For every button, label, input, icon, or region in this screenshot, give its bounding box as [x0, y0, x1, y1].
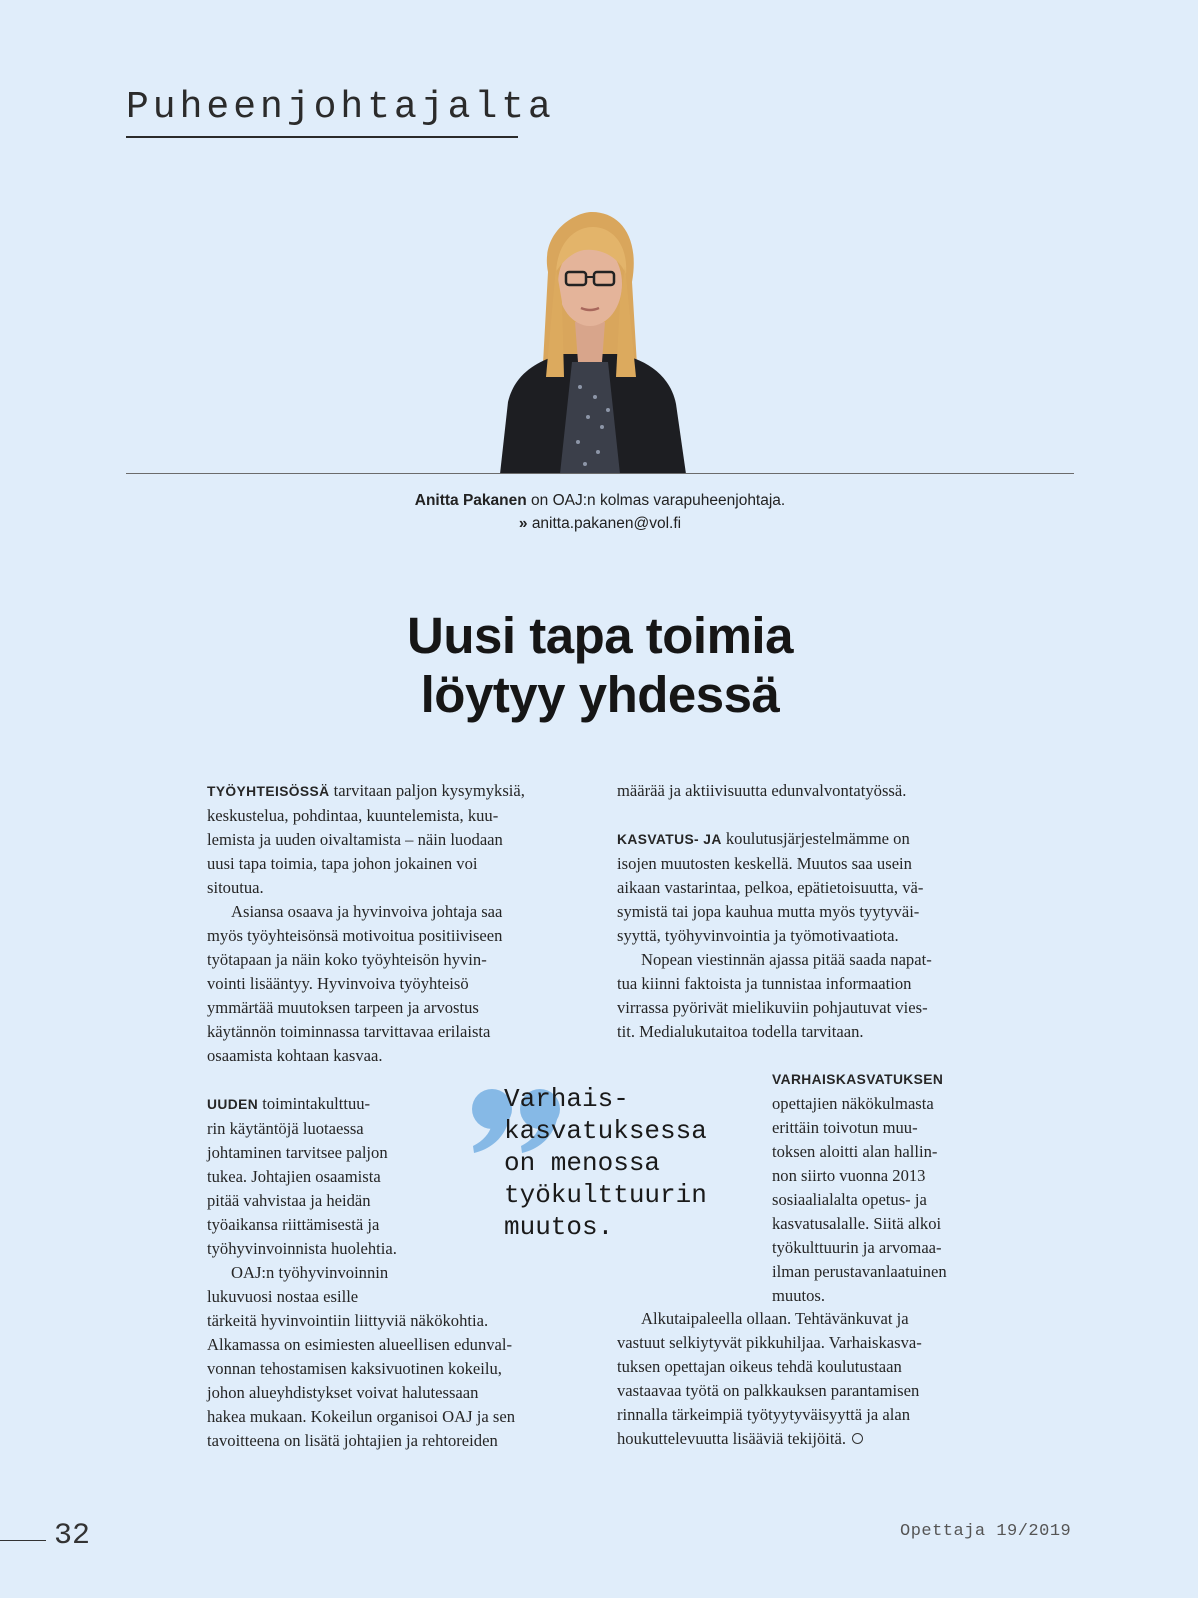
author-email[interactable]: anitta.pakanen@vol.fi: [531, 515, 682, 532]
text-line: käytännön toiminnassa tarvittavaa erilaista: [207, 1022, 491, 1041]
text-line: hakea mukaan. Kokeilun organisoi OAJ ja sen: [207, 1407, 515, 1426]
headline-line-2: löytyy yhdessä: [420, 666, 780, 723]
text-line: keskustelua, pohdintaa, kuuntelemista, kuu-: [207, 806, 499, 825]
quote-line: työkulttuurin: [504, 1180, 707, 1210]
text-line: Alkutaipaleella ollaan. Tehtävänkuvat ja: [641, 1309, 909, 1328]
article-headline: [126, 606, 1074, 724]
text-line: syyttä, työhyvinvointia ja työmotivaatiota.: [617, 926, 899, 945]
text-line: Asiansa osaava ja hyvinvoiva johtaja saa: [231, 902, 503, 921]
text-line: isojen muutosten keskellä. Muutos saa usein: [617, 854, 912, 873]
text-line: myös työyhteisönsä motivoitua positiiviseen: [207, 926, 503, 945]
text-line: työkulttuurin ja arvomaa-: [772, 1238, 942, 1257]
lead-in: UUDEN: [207, 1097, 259, 1112]
text-line: johon alueyhdistykset voivat halutessaan: [207, 1383, 479, 1402]
text-line: opettajien näkökulmasta: [772, 1094, 934, 1113]
text-line: lukuvuosi nostaa esille: [207, 1287, 359, 1306]
text-line: vonnan tehostamisen kaksivuotinen kokeilu,: [207, 1359, 502, 1378]
quote-line: kasvatuksessa: [504, 1116, 707, 1146]
text-line: virrassa pyörivät mielikuviin pohjautuvat vies-: [617, 998, 928, 1017]
email-marker: »: [518, 515, 528, 532]
paragraph-lead-3: [617, 827, 1002, 852]
text-line: tavoitteena on lisätä johtajien ja rehtoreiden: [207, 1431, 498, 1450]
text-line: uusi tapa toimia, tapa johon jokainen voi: [207, 854, 478, 873]
text-line: tua kiinni faktoista ja tunnistaa informaation: [617, 974, 912, 993]
text-line: OAJ:n työhyvinvoinnin: [231, 1263, 389, 1282]
lead-in: KASVATUS- JA: [617, 832, 722, 847]
author-caption: [126, 489, 1074, 535]
paragraph-lead-1: [207, 779, 587, 804]
page-number: 32: [54, 1519, 91, 1553]
text-line: ymmärtää muutoksen tarpeen ja arvostus: [207, 998, 479, 1017]
author-name: Anitta Pakanen: [414, 492, 527, 509]
text-line: Nopean viestinnän ajassa pitää saada napat-: [641, 950, 932, 969]
text-line: tit. Medialukutaitoa todella tarvitaan.: [617, 1022, 864, 1041]
text-line: non siirto vuonna 2013: [772, 1166, 926, 1185]
text-line: houkuttelevuutta lisääviä tekijöitä.: [617, 1429, 847, 1448]
text-line: työaikansa riittämisestä ja: [207, 1215, 380, 1234]
text-line: rinnalla tärkeimpiä työtyytyväisyyttä ja alan: [617, 1405, 911, 1424]
quote-line: muutos.: [504, 1212, 614, 1242]
text-line: muutos.: [772, 1286, 826, 1305]
author-role: on OAJ:n kolmas varapuheenjohtaja.: [531, 492, 786, 509]
text-line: tukea. Johtajien osaamista: [207, 1167, 381, 1186]
text-line: Alkamassa on esimiesten alueellisen edunval-: [207, 1335, 513, 1354]
text-line: toimintakulttuu-: [258, 1094, 371, 1113]
text-line: rin käytäntöjä luotaessa: [207, 1119, 364, 1138]
quote-line: Varhais-: [504, 1084, 629, 1114]
text-line: toksen aloitti alan hallin-: [772, 1142, 938, 1161]
text-line: pitää vahvistaa ja heidän: [207, 1191, 371, 1210]
text-line: osaamista kohtaan kasvaa.: [207, 1046, 383, 1065]
issue-label: Opettaja 19/2019: [900, 1522, 1072, 1541]
text-line: symistä tai jopa kauhua mutta myös tyytyväi-: [617, 902, 920, 921]
text-line: sitoutua.: [207, 878, 264, 897]
text-line: vastuut selkiytyvät pikkuhiljaa. Varhaiskasva-: [617, 1333, 922, 1352]
text-line: lemista ja uuden oivaltamista – näin luodaan: [207, 830, 503, 849]
column-right-lower: [617, 1307, 1002, 1451]
text-line: johtaminen tarvitsee paljon: [207, 1143, 388, 1162]
lead-in: TYÖYHTEISÖSSÄ: [207, 784, 330, 799]
column-right: [617, 779, 1002, 1044]
text-line: tärkeitä hyvinvointiin liittyviä näkökohtia.: [207, 1311, 489, 1330]
text-line: kasvatusalalle. Siitä alkoi: [772, 1214, 942, 1233]
author-portrait: [480, 212, 698, 474]
section-title: Puheenjohtajalta: [126, 84, 518, 138]
text-line: aikaan vastarintaa, pelkoa, epätietoisuutta, vä-: [617, 878, 924, 897]
column-right-narrow: [772, 1067, 1002, 1308]
quote-line: on menossa: [504, 1148, 661, 1178]
headline-line-1: Uusi tapa toimia: [407, 607, 793, 664]
end-of-article-icon: [852, 1433, 863, 1444]
folio-rule: [0, 1540, 46, 1541]
header-divider: [126, 473, 1074, 474]
text-line: työtapaan ja näin koko työyhteisön hyvin-: [207, 950, 487, 969]
text-line: erittäin toivotun muu-: [772, 1118, 918, 1137]
lead-in: VARHAISKASVATUKSEN: [772, 1072, 944, 1087]
text-line: tarvitaan paljon kysymyksiä,: [329, 781, 525, 800]
text-line: ilman perustavanlaatuinen: [772, 1262, 947, 1281]
text-line: vointi lisääntyy. Hyvinvoiva työyhteisö: [207, 974, 469, 993]
text-line: tuksen opettajan oikeus tehdä koulutustaan: [617, 1357, 902, 1376]
pull-quote-text: [504, 1083, 744, 1243]
text-line: määrää ja aktiivisuutta edunvalvontatyössä.: [617, 781, 907, 800]
text-line: työhyvinvoinnista huolehtia.: [207, 1239, 397, 1258]
text-line: koulutusjärjestelmämme on: [721, 829, 910, 848]
text-line: vastaavaa työtä on palkkauksen parantamisen: [617, 1381, 920, 1400]
text-line: sosiaalialalta opetus- ja: [772, 1190, 927, 1209]
